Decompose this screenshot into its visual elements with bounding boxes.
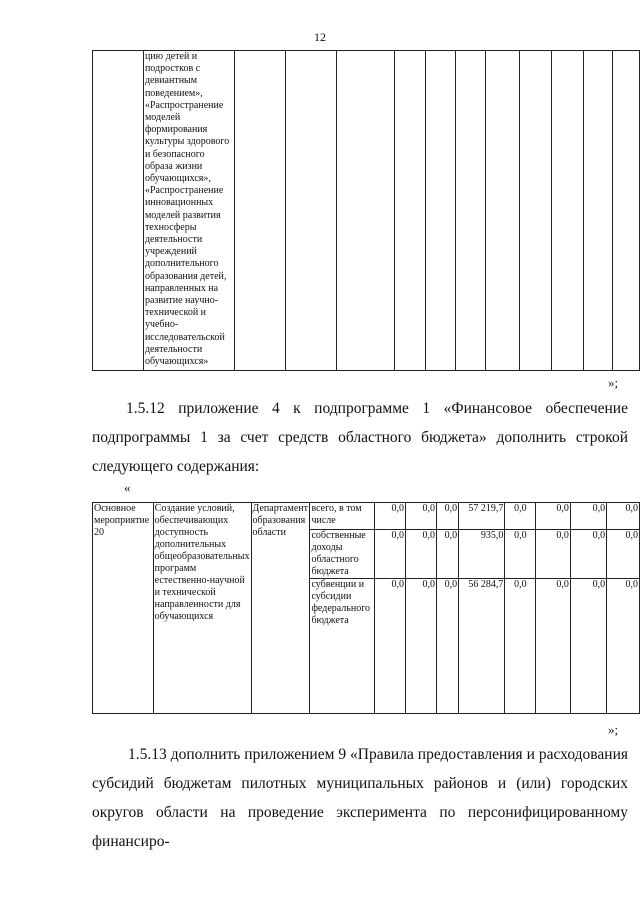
- table-cell-executor: Департамент образования области: [251, 503, 310, 714]
- table-cell-value: 0,0: [375, 579, 406, 714]
- opening-quote: «: [124, 480, 131, 495]
- table-cell-value: 0,0: [607, 530, 640, 579]
- table-cell-value: 0,0: [436, 503, 458, 530]
- table-cell-value: 0,0: [436, 530, 458, 579]
- page-number: 12: [314, 30, 326, 44]
- table-cell: [395, 51, 425, 371]
- table-cell: [486, 51, 520, 371]
- table-new-row: [92, 502, 640, 714]
- closing-quote: »;: [608, 375, 619, 390]
- table-cell-value: 0,0: [570, 503, 606, 530]
- table-cell-description: Создание условий, обеспечивающих доступность дополнительных общеобразовательных программ естественно-научной и технической направленности для обучающихся: [153, 503, 251, 714]
- table-cell: [455, 51, 485, 371]
- table-cell-source: субвенции и субсидии федерального бюджета: [310, 579, 375, 714]
- table-cell: [337, 51, 395, 371]
- paragraph-1-5-12: 1.5.12 приложение 4 к подпрограмме 1 «Финансовое обеспечение подпрограммы 1 за счет средств областного бюджета» дополнить строкой следующего содержания:: [92, 400, 628, 475]
- table-cell-value: 0,0: [570, 530, 606, 579]
- table-cell-value: 0,0: [375, 503, 406, 530]
- paragraph-1-5-13: 1.5.13 дополнить приложением 9 «Правила предоставления и расходования субсидий бюджетам пилотных муниципальных районов и (или) городских округов области на проведение эксперимента по персонифицированному финансиро-: [92, 746, 628, 850]
- table-cell-value: 0,0: [505, 579, 536, 714]
- table-cell-value: 0,0: [406, 530, 437, 579]
- table-cell-value: 0,0: [375, 530, 406, 579]
- table-cell-value: 56 284,7: [459, 579, 505, 714]
- table-cell-value: 0,0: [570, 579, 606, 714]
- table-cell-value: 0,0: [607, 503, 640, 530]
- table-cell-value: 57 219,7: [459, 503, 505, 530]
- table-cell-value: 0,0: [536, 530, 571, 579]
- table-cell-value: 0,0: [436, 579, 458, 714]
- table-cell: [93, 51, 144, 371]
- table-cell: [612, 51, 639, 371]
- table-cell-value: 0,0: [406, 579, 437, 714]
- table-cell-value: 0,0: [406, 503, 437, 530]
- table-cell-value: 0,0: [536, 503, 571, 530]
- table-cell-source: всего, в том числе: [310, 503, 375, 530]
- table-cell-event: Основное мероприятие 20: [93, 503, 154, 714]
- table-cell: [425, 51, 455, 371]
- table-cell: [235, 51, 286, 371]
- table-cell-value: 0,0: [505, 503, 536, 530]
- table-cell-source: собственные доходы областного бюджета: [310, 530, 375, 579]
- table-cell: [520, 51, 552, 371]
- table-cell: [286, 51, 337, 371]
- table-cell: [584, 51, 613, 371]
- table-fragment-top: [92, 50, 640, 371]
- table-cell-text: цию детей и подростков с девиантным поведением», «Распространение моделей формирования культуры здорового и безопасного образа жизни обучающихся», «Распространение инновационных моделей развития техносферы деятельности учреждений дополнительного образования детей, направленных на развитие научно-технической и учебно-исследовательской деятельности обучающихся»: [143, 51, 235, 371]
- table-cell: [552, 51, 584, 371]
- table-cell-value: 0,0: [607, 579, 640, 714]
- closing-quote: »;: [608, 722, 619, 737]
- table-cell-value: 0,0: [536, 579, 571, 714]
- table-cell-value: 935,0: [459, 530, 505, 579]
- table-cell-value: 0,0: [505, 530, 536, 579]
